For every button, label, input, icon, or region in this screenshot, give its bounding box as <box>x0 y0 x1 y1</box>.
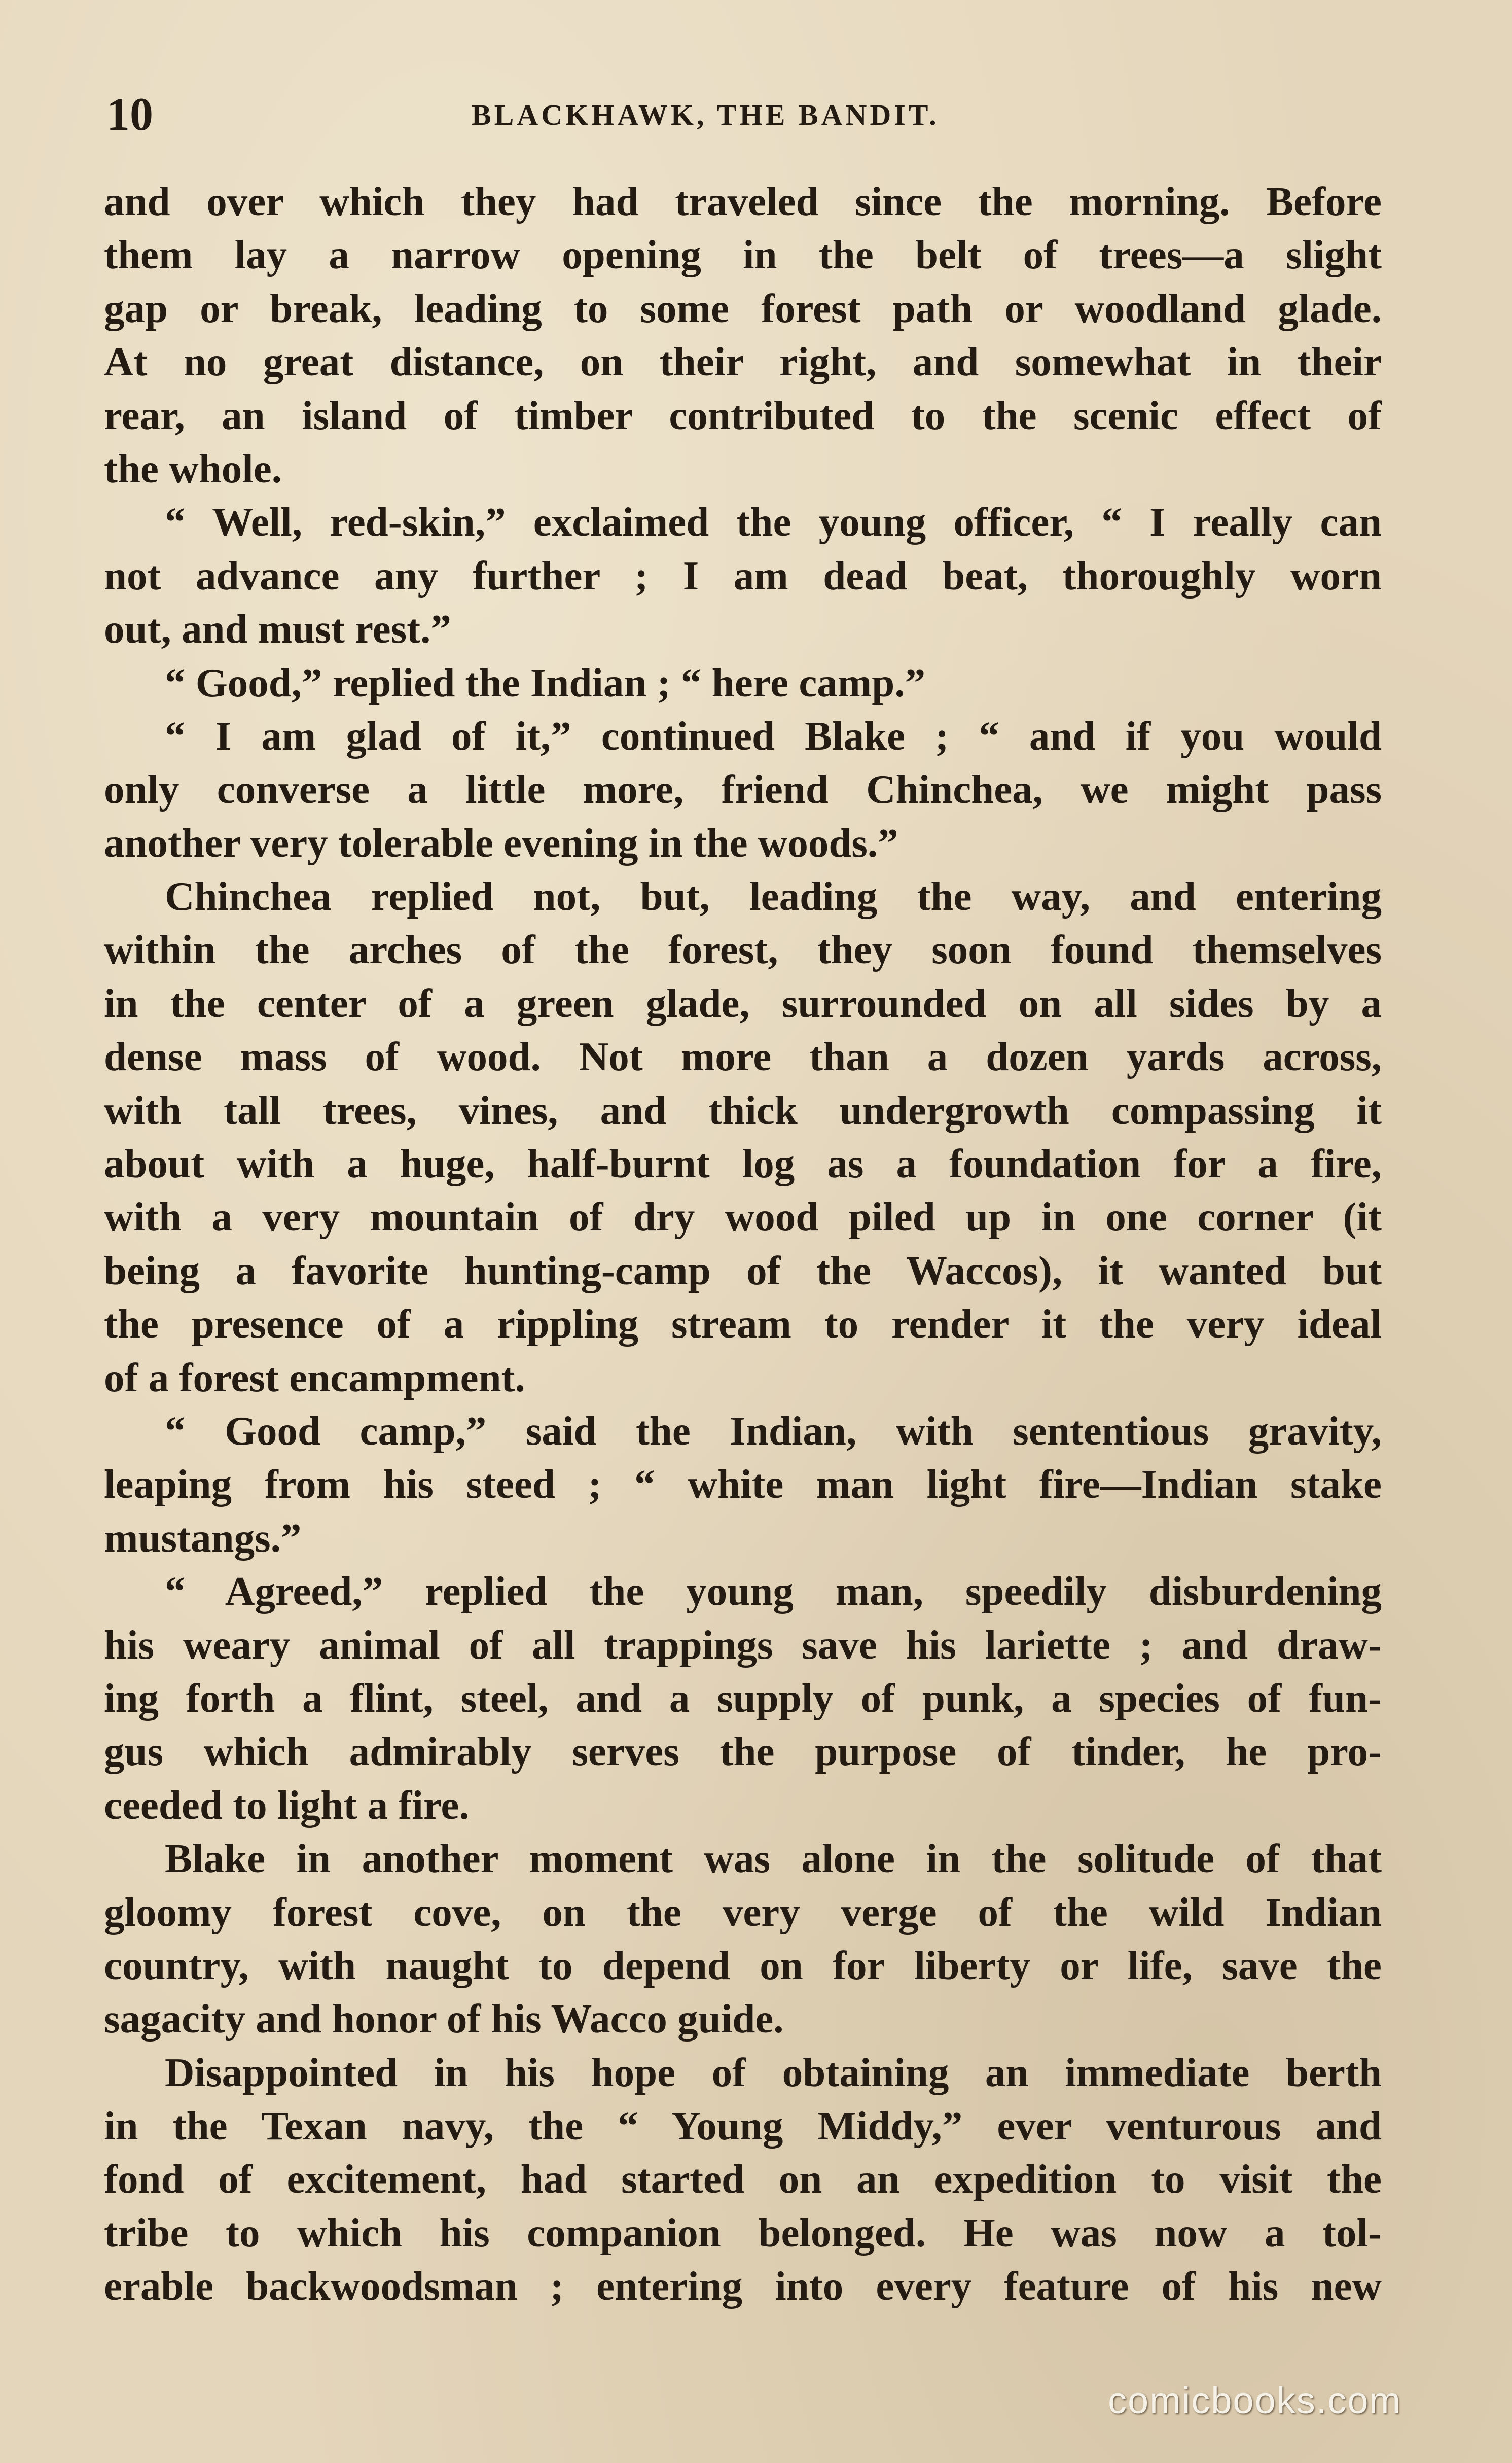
text-line: within the arches of the forest, they soon found themselves <box>104 927 1382 973</box>
text-line: his weary animal of all trappings save his lariette ; and draw- <box>104 1622 1382 1668</box>
text-line: ceeded to light a fire. <box>104 1782 470 1828</box>
text-line: being a favorite hunting-camp of the Waccos), it wanted but <box>104 1247 1382 1293</box>
paragraph <box>104 1565 1382 1832</box>
text-line: them lay a narrow opening in the belt of trees—a slight <box>104 232 1382 278</box>
text-line: leaping from his steed ; “ white man light fire—Indian stake <box>104 1461 1382 1507</box>
text-line: “ Well, red-skin,” exclaimed the young officer, “ I really can <box>165 499 1382 545</box>
text-line: the whole. <box>104 445 282 491</box>
text-line: and over which they had traveled since the morning. Before <box>104 179 1382 224</box>
text-line: another very tolerable evening in the woods.” <box>104 820 898 866</box>
text-line: sagacity and honor of his Wacco guide. <box>104 1996 784 2042</box>
text-line: only converse a little more, friend Chinchea, we might pass <box>104 766 1382 813</box>
text-line: in the Texan navy, the “ Young Middy,” ever venturous and <box>104 2103 1382 2149</box>
text-line: “ Agreed,” replied the young man, speedily disburdening <box>165 1568 1382 1614</box>
body-text <box>104 175 1382 2313</box>
paragraph <box>104 496 1382 656</box>
text-line: gloomy forest cove, on the very verge of the wild Indian <box>104 1889 1382 1935</box>
text-line: fond of excitement, had started on an expedition to visit the <box>104 2156 1382 2202</box>
paragraph <box>104 1404 1382 1565</box>
paragraph <box>104 2046 1382 2313</box>
text-line: not advance any further ; I am dead beat, thoroughly worn <box>104 552 1382 599</box>
paragraph <box>104 1832 1382 2046</box>
running-head: BLACKHAWK, THE BANDIT. <box>472 98 940 131</box>
paragraph <box>104 175 1382 496</box>
text-line: of a forest encampment. <box>104 1354 525 1400</box>
text-line: in the center of a green glade, surrounded on all sides by a <box>104 980 1382 1026</box>
text-line: Blake in another moment was alone in the solitude of that <box>165 1836 1382 1882</box>
text-line: rear, an island of timber contributed to the scenic effect of <box>104 392 1382 438</box>
text-line: out, and must rest.” <box>104 606 451 652</box>
text-line: ing forth a flint, steel, and a supply of punk, a species of fun- <box>104 1675 1382 1721</box>
paragraph <box>104 870 1382 1404</box>
paragraph <box>104 656 1382 710</box>
text-line: about with a huge, half-burnt log as a foundation for a fire, <box>104 1141 1382 1187</box>
text-line: mustangs.” <box>104 1515 302 1561</box>
text-line: Chinchea replied not, but, leading the way, and entering <box>165 873 1382 920</box>
text-line: “ Good camp,” said the Indian, with sententious gravity, <box>165 1408 1382 1454</box>
text-line: Disappointed in his hope of obtaining an immediate berth <box>165 2049 1382 2095</box>
watermark: comicbooks.com <box>1108 2379 1402 2421</box>
text-line: tribe to which his companion belonged. He was now a tol- <box>104 2209 1382 2256</box>
paragraph <box>104 710 1382 870</box>
page-header <box>106 86 1394 142</box>
text-line: At no great distance, on their right, and somewhat in their <box>104 339 1382 385</box>
text-line: the presence of a rippling stream to render it the very ideal <box>104 1301 1382 1347</box>
text-line: “ Good,” replied the Indian ; “ here camp.” <box>165 659 926 706</box>
text-line: dense mass of wood. Not more than a dozen yards across, <box>104 1034 1382 1080</box>
text-line: with tall trees, vines, and thick undergrowth compassing it <box>104 1087 1382 1133</box>
text-line: gap or break, leading to some forest path or woodland glade. <box>104 285 1382 331</box>
text-line: country, with naught to depend on for liberty or life, save the <box>104 1942 1382 1988</box>
page-number: 10 <box>106 88 153 140</box>
text-line: erable backwoodsman ; entering into every feature of his new <box>104 2263 1382 2309</box>
text-line: gus which admirably serves the purpose of tinder, he pro- <box>104 1729 1382 1775</box>
text-line: “ I am glad of it,” continued Blake ; “ and if you would <box>165 713 1382 759</box>
text-line: with a very mountain of dry wood piled up in one corner (it <box>104 1194 1382 1240</box>
